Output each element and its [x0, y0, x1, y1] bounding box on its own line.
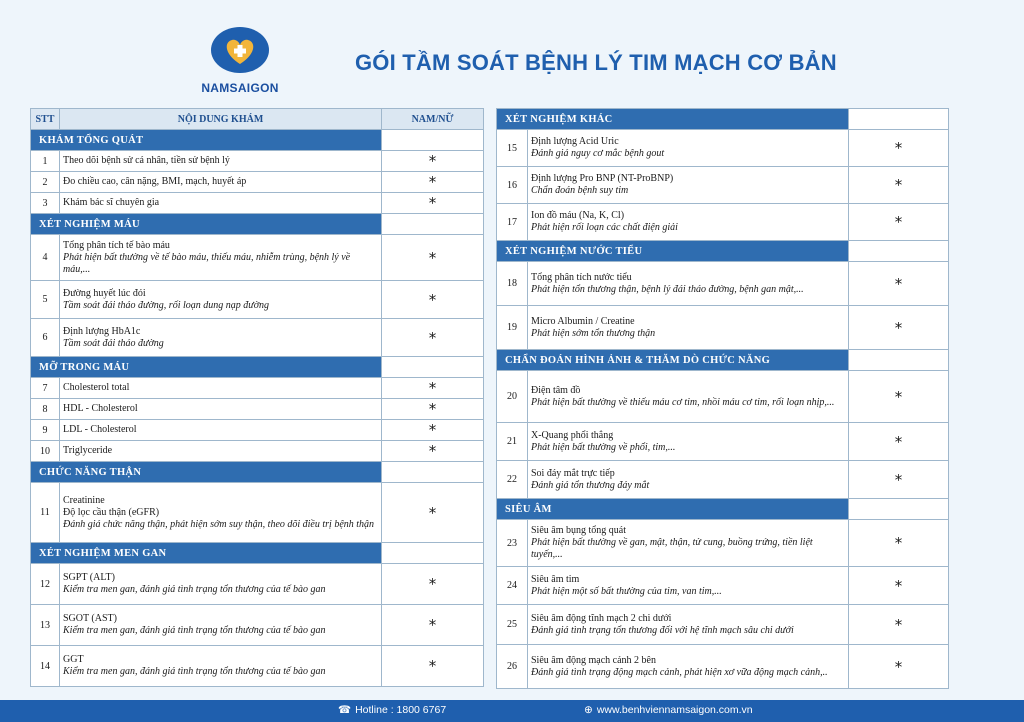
table-row: [497, 306, 949, 350]
row-content: [60, 378, 382, 399]
logo: [190, 26, 290, 96]
section-title: XÉT NGHIỆM MÁU: [31, 214, 382, 235]
included-mark: *: [849, 167, 949, 204]
row-content: [528, 461, 849, 499]
item-description: Tầm soát đái tháo đường: [63, 337, 164, 349]
included-mark: *: [382, 193, 484, 214]
item-description: Phát hiện bất thường về tế bào máu, thiếu máu, nhiễm trùng, bệnh lý về máu,...: [63, 251, 351, 275]
row-number: 1: [31, 151, 60, 172]
item-description: Đánh giá chức năng thận, phát hiện sớm suy thận, theo dõi điều trị bệnh thận: [63, 518, 375, 530]
included-mark: *: [849, 306, 949, 350]
brand-name: NAMSAIGON: [201, 81, 279, 95]
row-content: [60, 281, 382, 319]
included-mark: *: [382, 378, 484, 399]
row-number: 6: [31, 319, 60, 357]
item-name: Micro Albumin / Creatine: [531, 315, 635, 327]
row-number: 11: [31, 483, 60, 543]
table-row: [497, 645, 949, 689]
item-name: Tổng phân tích tế bào máu: [63, 239, 170, 251]
hotline-text: Hotline : 1800 6767: [355, 704, 447, 716]
included-mark: *: [382, 605, 484, 646]
table-row: [31, 483, 484, 543]
row-number: 26: [497, 645, 528, 689]
row-content: [528, 371, 849, 423]
row-content: [60, 235, 382, 281]
item-description: Phát hiện rối loạn các chất điện giải: [531, 222, 678, 233]
included-mark: *: [382, 151, 484, 172]
row-number: 13: [31, 605, 60, 646]
row-content: [60, 151, 382, 172]
item-name: Ion đồ máu (Na, K, Cl): [531, 210, 625, 221]
section-row: [31, 130, 484, 151]
row-content: [528, 167, 849, 204]
table-row: [31, 564, 484, 605]
section-row: [31, 214, 484, 235]
table-row: [497, 167, 949, 204]
row-number: 25: [497, 605, 528, 645]
row-number: 21: [497, 423, 528, 461]
item-name: Triglyceride: [63, 445, 113, 456]
item-description: Kiểm tra men gan, đánh giá tình trạng tổn thương của tế bào gan: [63, 625, 326, 636]
table-row: [31, 193, 484, 214]
row-content: [528, 204, 849, 241]
table-row: [31, 151, 484, 172]
table-row: [31, 172, 484, 193]
section-title: SIÊU ÂM: [497, 499, 849, 520]
section-title: XÉT NGHIỆM NƯỚC TIỂU: [497, 241, 849, 262]
section-title: CHẨN ĐOÁN HÌNH ẢNH & THĂM DÒ CHỨC NĂNG: [497, 350, 849, 371]
included-mark: *: [849, 371, 949, 423]
included-mark: *: [849, 567, 949, 605]
right-table: [496, 108, 949, 689]
section-title: KHÁM TỔNG QUÁT: [31, 130, 382, 151]
included-mark: *: [849, 645, 949, 689]
included-mark: *: [849, 262, 949, 306]
row-content: [60, 441, 382, 462]
included-mark: *: [382, 564, 484, 605]
table-row: [31, 441, 484, 462]
item-name: Định lượng Acid Uric: [531, 136, 619, 147]
included-mark: *: [849, 461, 949, 499]
item-description: Phát hiện một số bất thường của tim, van tim,...: [531, 585, 722, 597]
item-name: SGOT (AST): [63, 613, 117, 624]
table-row: [497, 423, 949, 461]
section-row: [31, 357, 484, 378]
row-number: 3: [31, 193, 60, 214]
table-row: [497, 461, 949, 499]
row-content: [60, 172, 382, 193]
website-link[interactable]: [584, 704, 753, 716]
included-mark: *: [382, 319, 484, 357]
row-content: [528, 605, 849, 645]
page-title: GÓI TẦM SOÁT BỆNH LÝ TIM MẠCH CƠ BẢN: [355, 50, 837, 75]
row-content: [60, 193, 382, 214]
included-mark: *: [382, 646, 484, 687]
row-number: 19: [497, 306, 528, 350]
section-row: [497, 241, 949, 262]
table-row: [497, 605, 949, 645]
section-row: [497, 499, 949, 520]
row-content: [528, 645, 849, 689]
header-stt: STT: [31, 109, 60, 130]
item-description: Phát hiện bất thường về phổi, tim,...: [531, 441, 676, 453]
row-content: [60, 420, 382, 441]
item-description: Phát hiện sớm tổn thương thận: [531, 327, 656, 339]
table-row: [497, 204, 949, 241]
included-mark: *: [849, 130, 949, 167]
header-content: NỘI DUNG KHÁM: [60, 109, 382, 130]
item-description: Phát hiện bất thường về gan, mật, thận, tử cung, buồng trứng, tiền liệt tuyến,...: [531, 537, 813, 560]
row-number: 10: [31, 441, 60, 462]
left-table: [30, 108, 484, 687]
item-name: Creatinine: [63, 494, 105, 506]
item-name: Định lượng HbA1c: [63, 325, 141, 337]
row-content: [528, 567, 849, 605]
row-number: 14: [31, 646, 60, 687]
item-name: LDL - Cholesterol: [63, 424, 137, 435]
item-name: Theo dõi bệnh sử cá nhân, tiền sử bệnh lý: [63, 155, 230, 166]
globe-icon: ⊕: [584, 704, 593, 716]
section-title: XÉT NGHIỆM KHÁC: [497, 109, 849, 130]
item-description: Chẩn đoán bệnh suy tim: [531, 185, 629, 196]
row-number: 7: [31, 378, 60, 399]
phone-icon: ☎: [338, 704, 352, 716]
table-row: [497, 371, 949, 423]
table-row: [31, 646, 484, 687]
row-content: [60, 319, 382, 357]
row-number: 22: [497, 461, 528, 499]
section-row: [31, 543, 484, 564]
hotline[interactable]: [338, 704, 446, 716]
included-mark: *: [382, 399, 484, 420]
included-mark: *: [382, 172, 484, 193]
row-number: 8: [31, 399, 60, 420]
row-content: [528, 423, 849, 461]
header-gender: NAM/NỮ: [382, 109, 484, 130]
included-mark: *: [382, 441, 484, 462]
item-name: Đo chiều cao, cân nặng, BMI, mạch, huyết áp: [63, 176, 247, 187]
row-number: 23: [497, 520, 528, 567]
heart-hands-cross-icon: [210, 26, 270, 74]
item-name: Siêu âm tim: [531, 573, 580, 585]
included-mark: *: [382, 235, 484, 281]
table-header-row: [31, 109, 484, 130]
website-text: www.benhviennamsaigon.com.vn: [596, 704, 753, 716]
section-row: [31, 462, 484, 483]
item-name: Khám bác sĩ chuyên gia: [63, 197, 160, 208]
row-number: 20: [497, 371, 528, 423]
section-title: CHỨC NĂNG THẬN: [31, 462, 382, 483]
table-row: [31, 235, 484, 281]
item-name: GGT: [63, 654, 84, 665]
included-mark: *: [849, 605, 949, 645]
included-mark: *: [849, 520, 949, 567]
row-number: 4: [31, 235, 60, 281]
included-mark: *: [849, 204, 949, 241]
row-number: 16: [497, 167, 528, 204]
item-description: Đánh giá tình trạng tổn thương đối với hệ tĩnh mạch sâu chi dưới: [531, 624, 794, 636]
row-content: [528, 520, 849, 567]
row-number: 24: [497, 567, 528, 605]
item-description: Kiểm tra men gan, đánh giá tình trạng tổn thương của tế bào gan: [63, 666, 326, 677]
item-name: Điện tâm đồ: [531, 384, 581, 396]
item-name: Soi đáy mắt trực tiếp: [531, 467, 615, 479]
row-content: [528, 306, 849, 350]
row-content: [60, 564, 382, 605]
footer: [0, 700, 1024, 722]
item-name: SGPT (ALT): [63, 572, 115, 583]
item-name: Siêu âm bụng tổng quát: [531, 525, 626, 536]
item-name: Định lượng Pro BNP (NT-ProBNP): [531, 173, 674, 184]
item-description: Phát hiện bất thường về thiếu máu cơ tim, nhồi máu cơ tim, rối loạn nhịp,...: [531, 396, 835, 408]
item-description: Đánh giá nguy cơ mắc bệnh gout: [531, 148, 665, 159]
table-row: [31, 281, 484, 319]
row-number: 15: [497, 130, 528, 167]
section-title: XÉT NGHIỆM MEN GAN: [31, 543, 382, 564]
table-row: [31, 605, 484, 646]
included-mark: *: [382, 281, 484, 319]
included-mark: *: [382, 420, 484, 441]
table-row: [31, 319, 484, 357]
item-name: Cholesterol total: [63, 382, 130, 393]
table-row: [31, 378, 484, 399]
section-title: MỠ TRONG MÁU: [31, 357, 382, 378]
section-row: [497, 350, 949, 371]
table-row: [497, 262, 949, 306]
row-number: 12: [31, 564, 60, 605]
row-content: [528, 262, 849, 306]
row-content: [60, 399, 382, 420]
row-content: [528, 130, 849, 167]
row-number: 5: [31, 281, 60, 319]
item-description: Kiểm tra men gan, đánh giá tình trạng tổn thương của tế bào gan: [63, 584, 326, 595]
table-row: [31, 420, 484, 441]
row-content: [60, 483, 382, 543]
row-number: 17: [497, 204, 528, 241]
item-name: X-Quang phổi thẳng: [531, 429, 614, 441]
table-row: [497, 567, 949, 605]
included-mark: *: [849, 423, 949, 461]
row-content: [60, 646, 382, 687]
item-name: Siêu âm động mạch cảnh 2 bên: [531, 654, 656, 666]
item-name: Siêu âm động tĩnh mạch 2 chi dưới: [531, 612, 672, 624]
item-description: Phát hiện tổn thương thận, bệnh lý đái tháo đường, bệnh gan mật,...: [531, 283, 804, 295]
row-content: [60, 605, 382, 646]
table-row: [497, 130, 949, 167]
included-mark: *: [382, 483, 484, 543]
item-name-secondary: Độ lọc cầu thận (eGFR): [63, 506, 160, 518]
item-name: HDL - Cholesterol: [63, 403, 138, 414]
item-description: Tầm soát đái tháo đường, rối loạn dung nạp đường: [63, 299, 270, 311]
row-number: 18: [497, 262, 528, 306]
item-name: Tổng phân tích nước tiểu: [531, 271, 632, 283]
row-number: 2: [31, 172, 60, 193]
item-name: Đường huyết lúc đói: [63, 287, 146, 299]
row-number: 9: [31, 420, 60, 441]
table-row: [31, 399, 484, 420]
table-row: [497, 520, 949, 567]
item-description: Đánh giá tình trạng động mạch cảnh, phát hiện xơ vữa động mạch cảnh,..: [531, 666, 828, 678]
section-row: [497, 109, 949, 130]
item-description: Đánh giá tổn thương đáy mắt: [531, 479, 650, 491]
